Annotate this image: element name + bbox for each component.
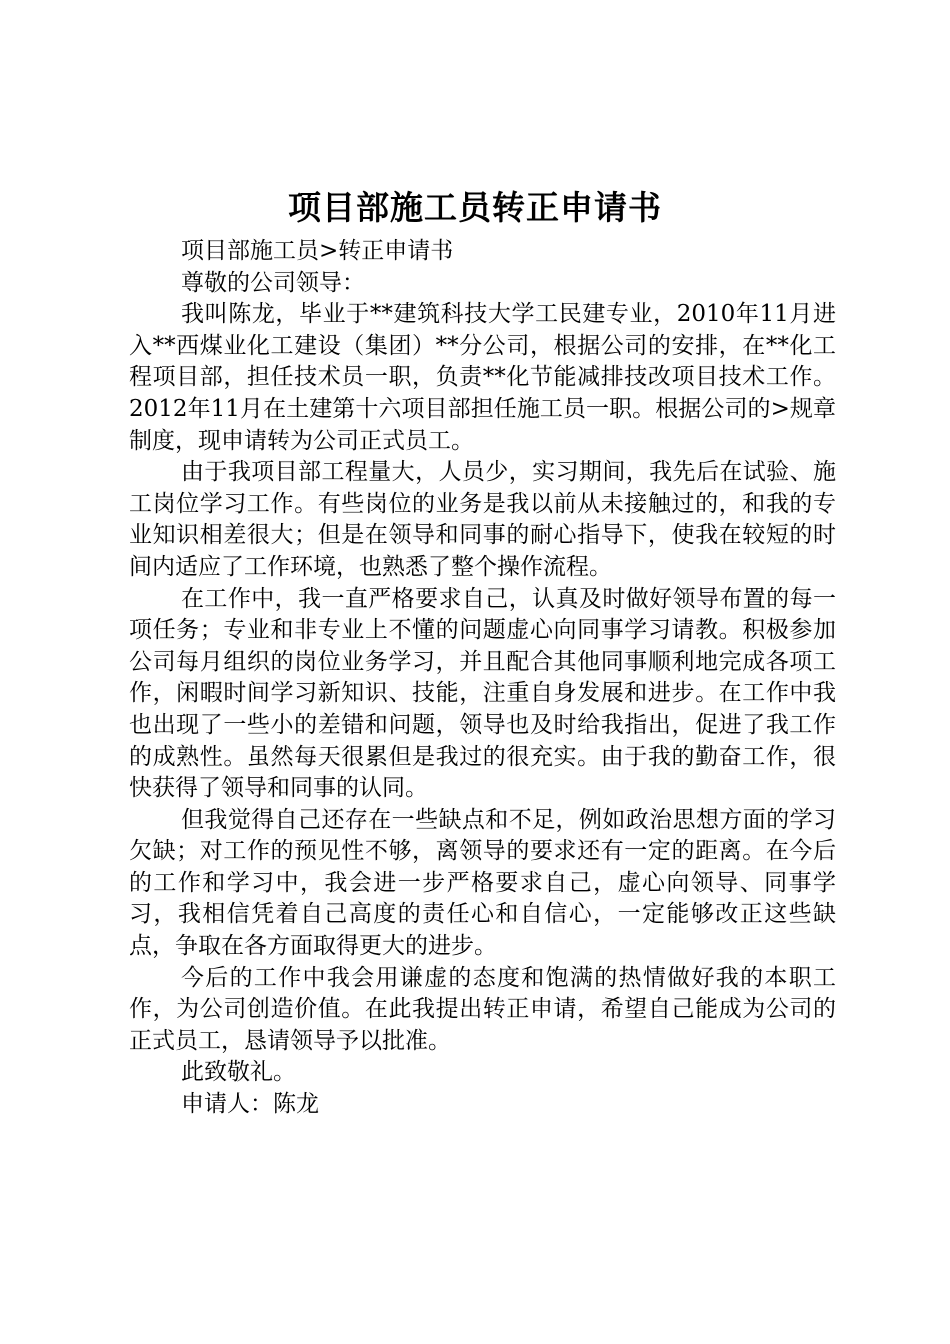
paragraph-subtitle: 项目部施工员>转正申请书 — [181, 238, 454, 264]
paragraph-shortcomings: 但我觉得自己还存在一些缺点和不足，例如政治思想方面的学习欠缺；对工作的预见性不够，离领导的要求还有一定的距离。在今后的工作和学习中，我会进一步严格要求自己，虚心向领导、同事学习，我相信凭着自己高度的责任心和自信心，一定能够改正这些缺点，争取在各方面取得更大的进步。 — [129, 806, 836, 960]
document-title: 项目部施工员转正申请书 — [288, 188, 662, 227]
paragraph-internship: 由于我项目部工程量大，人员少，实习期间，我先后在试验、施工岗位学习工作。有些岗位的业务是我以前从未接触过的，和我的专业知识相差很大；但是在领导和同事的耐心指导下，使我在较短的时间内适应了工作环境，也熟悉了整个操作流程。 — [129, 459, 836, 580]
paragraph-signature: 申请人：陈龙 — [181, 1091, 319, 1118]
document-body — [129, 236, 836, 1121]
paragraph-request: 今后的工作中我会用谦虚的态度和饱满的热情做好我的本职工作，为公司创造价值。在此我提出转正申请，希望自己能成为公司的正式员工，恳请领导予以批准。 — [129, 964, 836, 1054]
paragraph-closing: 此致敬礼。 — [181, 1059, 296, 1086]
paragraph-salutation: 尊敬的公司领导： — [181, 269, 365, 296]
paragraph-introduction: 我叫陈龙，毕业于**建筑科技大学工民建专业，2010年11月进入**西煤业化工建设（集团）**分公司，根据公司的安排，在**化工程项目部，担任技术员一职，负责**化节能减排技改项目技术工作。2012年11月在土建第十六项目部担任施工员一职。根据公司的>规章制度，现申请转为公司正式员工。 — [129, 301, 836, 454]
paragraph-work-performance: 在工作中，我一直严格要求自己，认真及时做好领导布置的每一项任务；专业和非专业上不懂的问题虚心向同事学习请教。积极参加公司每月组织的岗位业务学习，并且配合其他同事顺利地完成各项工作，闲暇时间学习新知识、技能，注重自身发展和进步。在工作中我也出现了一些小的差错和问题，领导也及时给我指出，促进了我工作的成熟性。虽然每天很累但是我过的很充实。由于我的勤奋工作，很快获得了领导和同事的认同。 — [129, 585, 836, 802]
